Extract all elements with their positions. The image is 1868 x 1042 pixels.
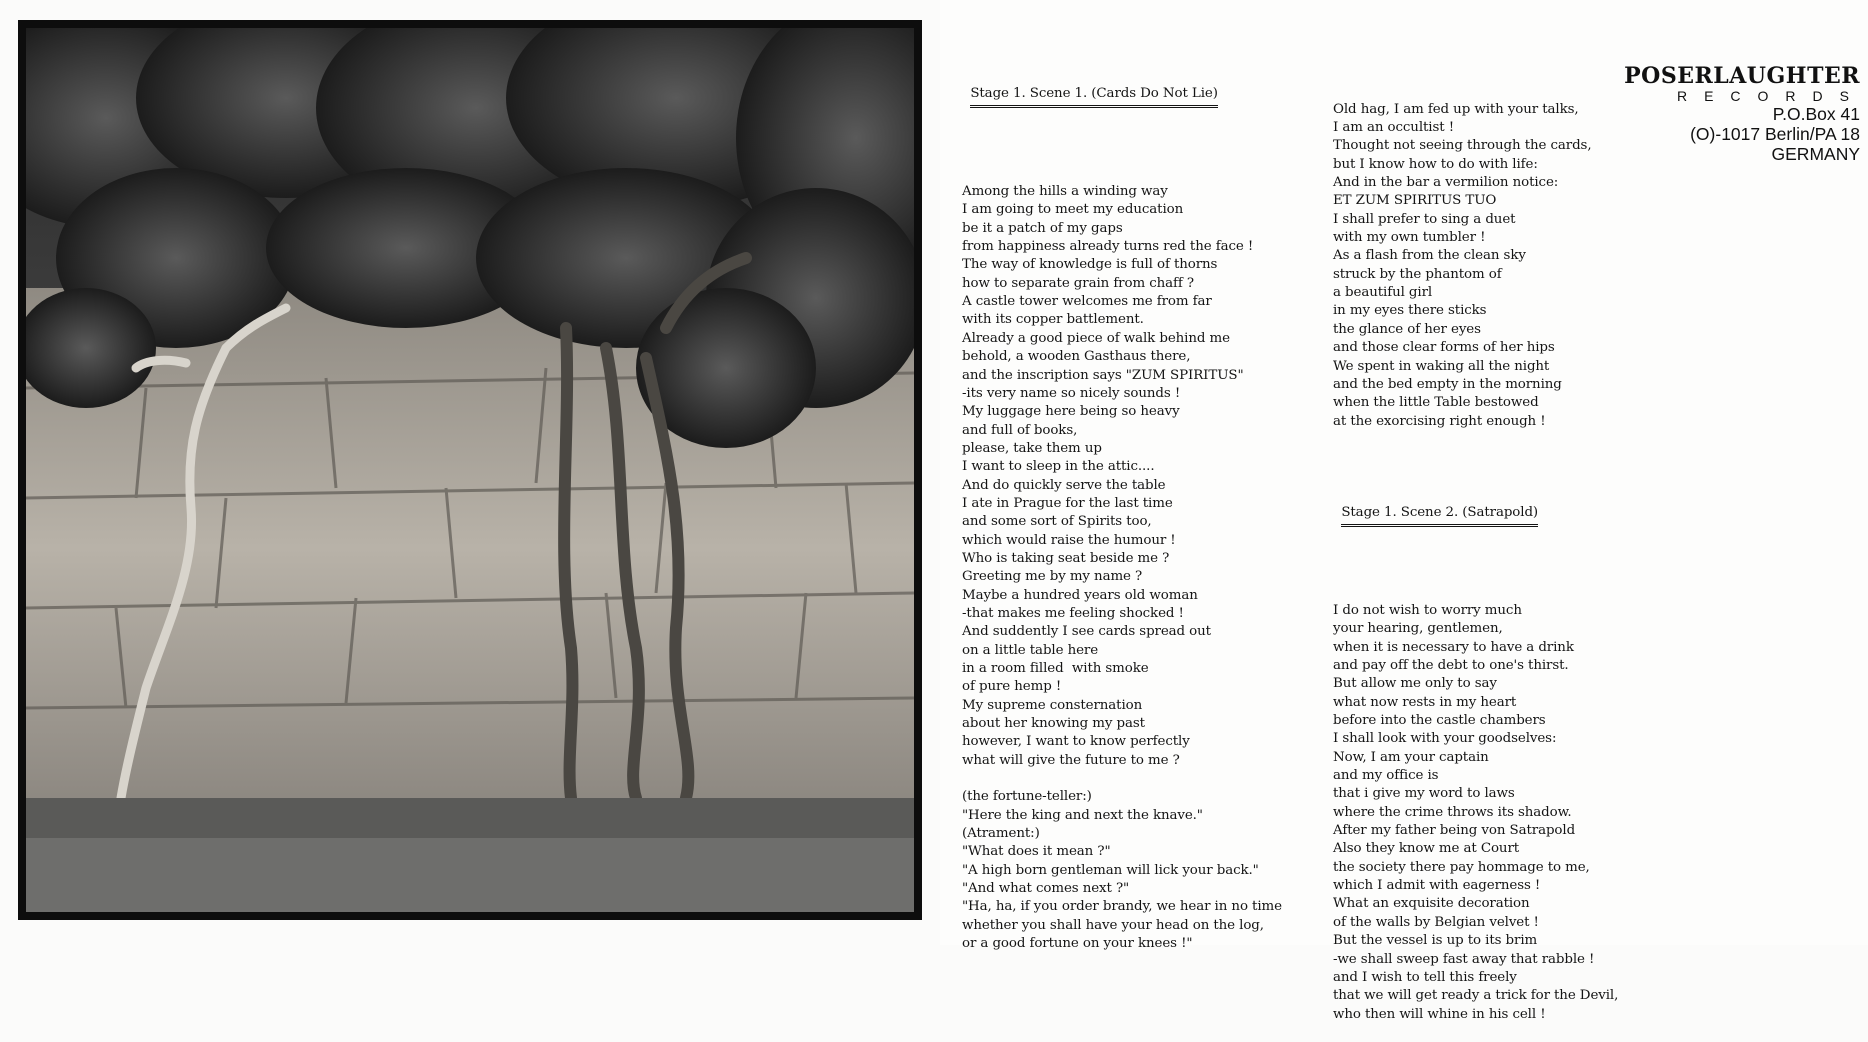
- lyric-line: of pure hemp !: [962, 679, 1062, 695]
- lyric-line: and those clear forms of her hips: [1333, 340, 1555, 356]
- lyric-line: Thought not seeing through the cards,: [1333, 138, 1592, 154]
- lyric-line: "And what comes next ?": [962, 881, 1130, 897]
- lyric-line: who then will whine in his cell !: [1333, 1006, 1546, 1022]
- lyric-line: And do quickly serve the table: [962, 477, 1166, 493]
- lyric-line: or a good fortune on your knees !": [962, 936, 1193, 952]
- tree-roots-photo: [26, 28, 914, 912]
- scene-2-title: Stage 1. Scene 2. (Satrapold): [1341, 504, 1538, 526]
- lyric-line: when it is necessary to have a drink: [1333, 639, 1574, 655]
- lyric-line: your hearing, gentlemen,: [1333, 621, 1503, 637]
- lyric-line: As a flash from the clean sky: [1333, 248, 1526, 264]
- lyric-line: and pay off the debt to one's thirst.: [1333, 658, 1569, 673]
- lyric-line: what will give the future to me ?: [962, 752, 1180, 768]
- lyric-line: But the vessel is up to its brim: [1333, 933, 1538, 949]
- lyric-line: I am going to meet my education: [962, 202, 1184, 218]
- lyric-line: I do not wish to worry much: [1333, 602, 1522, 618]
- lyric-line: however, I want to know perfectly: [962, 734, 1190, 750]
- lyric-line: the glance of her eyes: [1333, 321, 1481, 337]
- address-line: P.O.Box 41: [1772, 104, 1860, 124]
- scene-1-lines: [962, 183, 1282, 953]
- lyric-line: and full of books,: [962, 422, 1078, 438]
- lyric-line: please, take them up: [962, 440, 1102, 456]
- lyric-line: But allow me only to say: [1333, 676, 1497, 692]
- lyric-line: -we shall sweep fast away that rabble !: [1333, 951, 1595, 967]
- address-line: (O)-1017 Berlin/PA 18: [1690, 124, 1860, 144]
- lyric-line: Who is taking seat beside me ?: [962, 550, 1170, 566]
- lyric-line: Among the hills a winding way: [962, 184, 1168, 200]
- lyric-line: whether you shall have your head on the log,: [962, 917, 1264, 933]
- lyric-line: at the exorcising right enough !: [1333, 413, 1546, 429]
- lyric-line: when the little Table bestowed: [1333, 395, 1539, 411]
- lyric-line: on a little table here: [962, 642, 1099, 658]
- lyric-line: (Atrament:): [962, 826, 1040, 842]
- lyric-line: and some sort of Spirits too,: [962, 514, 1152, 530]
- lyric-line: but I know how to do with life:: [1333, 156, 1538, 172]
- lyric-line: A castle tower welcomes me from far: [962, 294, 1212, 310]
- lyric-line: and my office is: [1333, 768, 1439, 784]
- scene-2-lines: [1333, 602, 1618, 1024]
- lyric-line: I ate in Prague for the last time: [962, 495, 1173, 511]
- lyric-line: (the fortune-teller:): [962, 789, 1092, 805]
- lyric-line: My luggage here being so heavy: [962, 404, 1180, 420]
- lyric-line: "Ha, ha, if you order brandy, we hear in no time: [962, 899, 1282, 915]
- lyric-line: with my own tumbler !: [1333, 230, 1486, 246]
- lyric-line: Already a good piece of walk behind me: [962, 330, 1230, 346]
- lyric-line: "What does it mean ?": [962, 844, 1111, 860]
- lyric-line: the society there pay hommage to me,: [1333, 859, 1590, 875]
- record-label-block: [1624, 63, 1866, 164]
- lyric-line: behold, a wooden Gasthaus there,: [962, 349, 1191, 365]
- lyric-line: that we will get ready a trick for the Devil,: [1333, 988, 1619, 1004]
- lyric-line: Greeting me by my name ?: [962, 569, 1143, 585]
- lyric-line: ET ZUM SPIRITUS TUO: [1333, 193, 1497, 209]
- lyric-line: I want to sleep in the attic....: [962, 459, 1155, 475]
- lyric-line: in my eyes there sticks: [1333, 303, 1487, 319]
- lyric-line: And in the bar a vermilion notice:: [1333, 175, 1559, 191]
- lyric-line: and the inscription says "ZUM SPIRITUS": [962, 367, 1244, 383]
- photo-frame: [18, 20, 922, 920]
- lyric-line: from happiness already turns red the face !: [962, 239, 1254, 255]
- lyric-line: of the walls by Belgian velvet !: [1333, 914, 1539, 930]
- scene-1-continued-lines: [1333, 101, 1618, 431]
- lyric-line: and the bed empty in the morning: [1333, 376, 1562, 392]
- lyric-line: Also they know me at Court: [1333, 841, 1520, 857]
- lyric-line: Old hag, I am fed up with your talks,: [1333, 101, 1579, 117]
- lyric-line: Maybe a hundred years old woman: [962, 587, 1198, 603]
- lyric-line: We spent in waking all the night: [1333, 358, 1550, 374]
- lyric-line: before into the castle chambers: [1333, 713, 1546, 729]
- lyric-line: The way of knowledge is full of thorns: [962, 257, 1218, 273]
- lyric-line: a beautiful girl: [1333, 285, 1433, 301]
- lyric-line: where the crime throws its shadow.: [1333, 804, 1572, 820]
- address-line: GERMANY: [1771, 144, 1860, 164]
- lyrics-column-1: [962, 67, 1282, 972]
- lyric-line: which I admit with eagerness !: [1333, 878, 1541, 894]
- lyric-line: what now rests in my heart: [1333, 694, 1517, 710]
- lyric-line: I shall look with your goodselves:: [1333, 731, 1557, 747]
- lyric-line: that i give my word to laws: [1333, 786, 1515, 802]
- lyric-line: I shall prefer to sing a duet: [1333, 211, 1516, 227]
- lyric-line: "Here the king and next the knave.": [962, 807, 1203, 823]
- lyric-line: [962, 770, 1282, 788]
- lyric-line: and I wish to tell this freely: [1333, 969, 1517, 985]
- label-records-text: RECORDS: [1676, 88, 1866, 104]
- scene-1-title: Stage 1. Scene 1. (Cards Do Not Lie): [970, 85, 1218, 107]
- lyric-line: about her knowing my past: [962, 716, 1145, 732]
- lyric-line: how to separate grain from chaff ?: [962, 275, 1194, 291]
- lyric-line: -that makes me feeling shocked !: [962, 605, 1184, 621]
- lyric-line: -its very name so nicely sounds !: [962, 385, 1181, 401]
- lyric-line: which would raise the humour !: [962, 532, 1176, 548]
- lyric-line: struck by the phantom of: [1333, 266, 1502, 282]
- lyric-line: I am an occultist !: [1333, 120, 1454, 136]
- lyric-line: "A high born gentleman will lick your back.": [962, 862, 1259, 878]
- photo-illustration: [26, 28, 914, 912]
- lyric-line: be it a patch of my gaps: [962, 220, 1123, 236]
- lyric-line: And suddently I see cards spread out: [962, 624, 1211, 640]
- label-logo: POSERLAUGHTER: [1624, 63, 1860, 89]
- lyrics-column-2: [1333, 64, 1618, 1042]
- lyric-line: After my father being von Satrapold: [1333, 823, 1576, 839]
- lyric-line: with its copper battlement.: [962, 312, 1144, 328]
- lyric-line: My supreme consternation: [962, 697, 1143, 713]
- lyric-line: Now, I am your captain: [1333, 749, 1489, 765]
- lyric-line: What an exquisite decoration: [1333, 896, 1530, 912]
- lyric-line: in a room filled with smoke: [962, 661, 1149, 676]
